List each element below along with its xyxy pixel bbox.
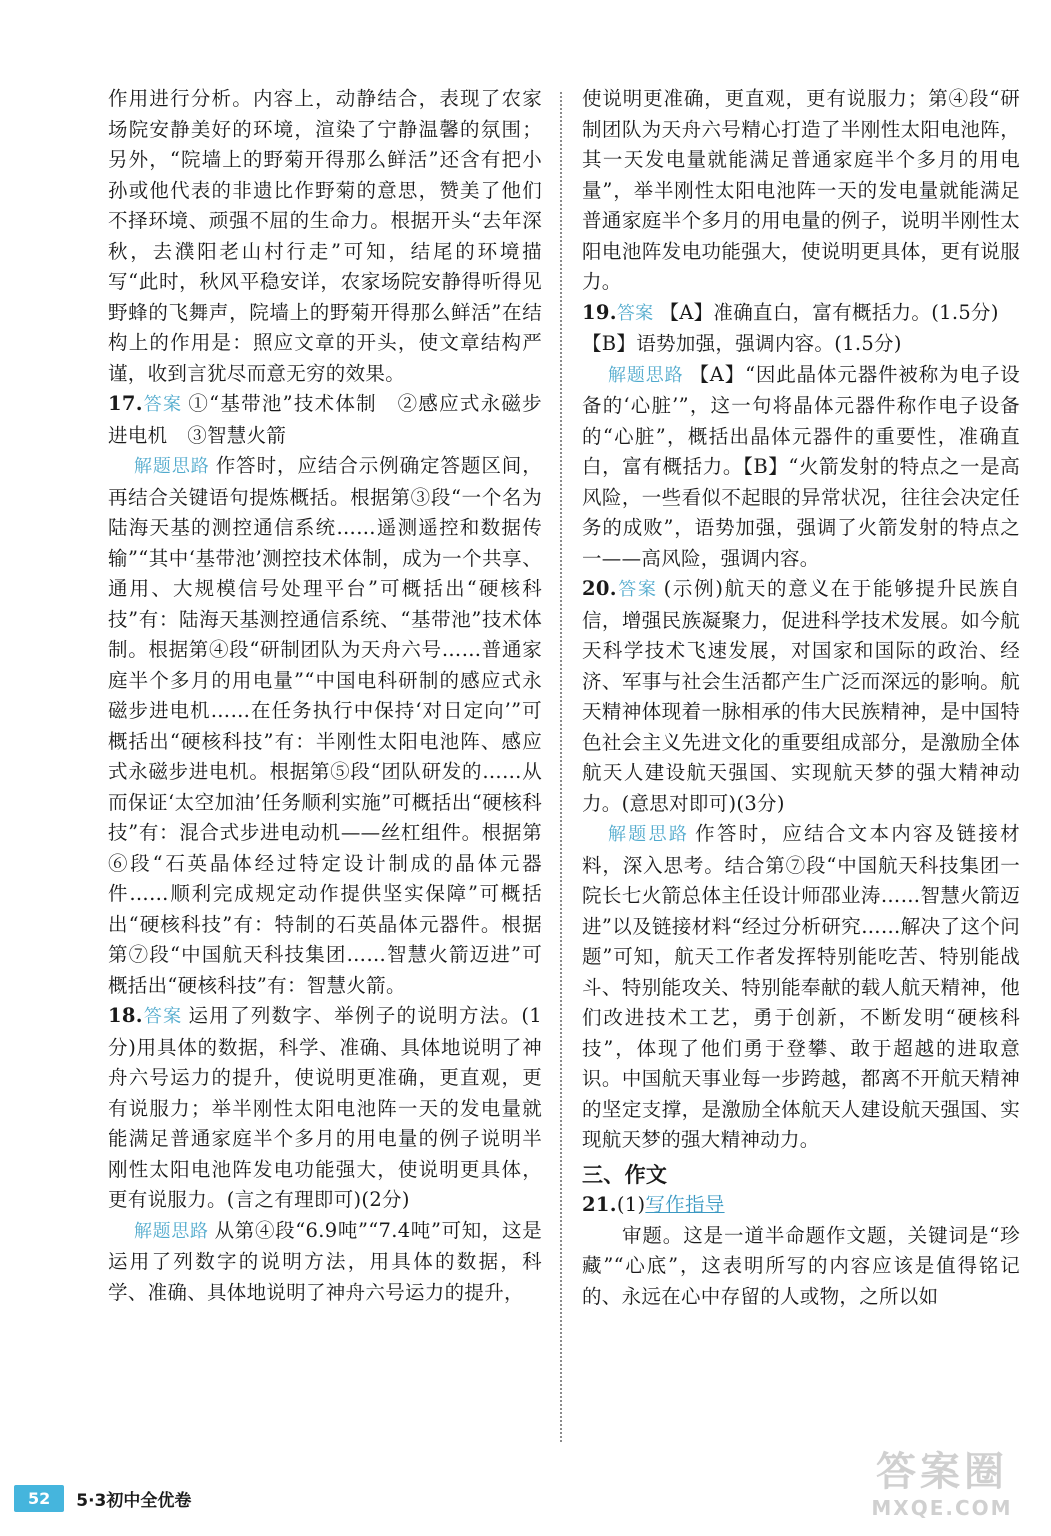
page-number: 52 xyxy=(14,1485,64,1512)
q21-header xyxy=(582,1190,1020,1221)
watermark xyxy=(847,1448,1037,1526)
q19-answer-a: 【A】准确直白，富有概括力。(1.5分) xyxy=(659,300,999,324)
q19-answer xyxy=(582,298,1020,330)
q19-analysis xyxy=(582,360,1020,575)
q17-number: 17. xyxy=(108,392,143,415)
q17-analysis-text: 作答时，应结合示例确定答题区间，再结合关键语句提炼概括。根据第③段“一个名为陆海天基的测控通信系统……遥测遥控和数据传输”“其中‘基带池’测控技术体制，成为一个共享、通用、大规模信号处理平台”可概括出“硬核科技”有：陆海天基测控通信系统、“基带池”技术体制。根据第④段“研制团队为天舟六号……普通家庭半个多月的用电量”“中国电科研制的感应式永磁步进电机……在任务执行中保持‘对日定向’”可概括出“硬核科技”有：半刚性太阳电池阵、感应式永磁步进电机。根据第⑤段“团队研发的……从而保证‘太空加油’任务顺利实施”可概括出“硬核科技”有：混合式步进电动机——丝杠组件。根据第⑥段“石英晶体经过特定设计制成的晶体元器件……顺利完成规定动作提供坚实保障”可概括出“硬核科技”有：特制的石英晶体元器件。根据第⑦段“中国航天科技集团……智慧火箭迈进”可概括出“硬核科技”有：智慧火箭。 xyxy=(108,454,542,997)
answer-tag: 答案 xyxy=(142,1006,183,1027)
q21-part: (1) xyxy=(616,1193,646,1216)
q18-number: 18. xyxy=(108,1004,143,1027)
q18-answer xyxy=(108,1001,542,1216)
page-footer xyxy=(14,1480,191,1516)
q18-continuation: 使说明更准确，更直观，更有说服力；第④段“研制团队为天舟六号精心打造了半刚性太阳电池阵，其一天发电量就能满足普通家庭半个多月的用电量”，举半刚性太阳电池阵一天的发电量就能满足普通家庭半个多月的用电量的例子，说明半刚性太阳电池阵发电功能强大，使说明更具体，更有说服力。 xyxy=(582,87,1020,293)
left-column xyxy=(108,84,542,1308)
q17-answer xyxy=(108,389,542,451)
right-column xyxy=(582,84,1020,1312)
q18-analysis-text: 从第④段“6.9吨”“7.4吨”可知，这是运用了列数字的说明方法，用具体的数据，科学、准确、具体地说明了神舟六号运力的提升， xyxy=(108,1218,542,1304)
answer-tag: 答案 xyxy=(142,394,183,415)
watermark-line1: 答案圈 xyxy=(876,1449,1008,1495)
q18-answer-text: 运用了列数字、举例子的说明方法。(1分)用具体的数据，科学、准确、具体地说明了神舟六号运力的提升，使说明更准确，更直观，更有说服力；举半刚性太阳电池阵一天的发电量就能满足普通家庭半个多月的用电量的例子说明半刚性太阳电池阵发电功能强大，使说明更具体，更有说服力。(言之有理即可)(2分) xyxy=(108,1004,542,1211)
q16-continuation: 作用进行分析。内容上，动静结合，表现了农家场院安静美好的环境，渲染了宁静温馨的氛围；另外，“院墙上的野菊开得那么鲜活”还含有把小孙或他代表的非遗比作野菊的意思，赞美了他们不择环境、顽强不屈的生命力。根据开头“去年深秋，去濮阳老山村行走”可知，结尾的环境描写“此时，秋风平稳安详，农家场院安静得听得见野蜂的飞舞声，院墙上的野菊开得那么鲜活”在结构上的作用是：照应文章的开头，使文章结构严谨，收到言犹尽而意无穷的效果。 xyxy=(108,87,542,385)
writing-guide-label: 写作指导 xyxy=(645,1193,725,1216)
analysis-tag: 解题思路 xyxy=(134,1220,209,1242)
q18-analysis xyxy=(108,1216,542,1309)
q21-number: 21. xyxy=(582,1193,617,1216)
section-title: 三、作文 xyxy=(582,1161,668,1187)
analysis-tag: 解题思路 xyxy=(608,824,690,845)
q19-analysis-text: 【A】“因此晶体元器件被称为电子设备的‘心脏’”，这一句将晶体元器件称作电子设备的“心脏”，概括出晶体元器件的重要性，准确直白，富有概括力。【B】“火箭发射的特点之一是高风险，一些看似不起眼的异常状况，往往会决定任务的成败”，语势加强，强调了火箭发射的特点之一——高风险，强调内容。 xyxy=(582,362,1021,570)
q17-analysis xyxy=(108,451,542,1001)
q19-number: 19. xyxy=(582,300,617,324)
column-divider xyxy=(560,92,562,1442)
q17-answer-text: ①“基带池”技术体制 ②感应式永磁步进电机 ③智慧火箭 xyxy=(108,392,542,447)
q20-number: 20. xyxy=(582,577,617,600)
q20-answer-text: (示例)航天的意义在于能够提升民族自信，增强民族凝聚力，促进科学技术发展。如今航天科学技术飞速发展，对国家和国际的政治、经济、军事与社会生活都产生广泛而深远的影响。航天精神体现着一脉相承的伟大民族精神，是中国特色社会主义先进文化的重要组成部分，是激励全体航天人建设航天强国、实现航天梦的强大精神动力。(意思对即可)(3分) xyxy=(582,577,1020,815)
answer-tag: 答案 xyxy=(616,579,658,600)
q20-answer xyxy=(582,574,1020,819)
watermark-line2: MXQE.COM xyxy=(871,1496,1013,1520)
q19-answer-b: 【B】语势加强，强调内容。(1.5分) xyxy=(582,332,902,355)
q21-text: 审题。这是一道半命题作文题，关键词是“珍藏”“心底”，这表明所写的内容应该是值得铭记的、永远在心中存留的人或物，之所以如 xyxy=(582,1223,1020,1308)
book-title: 5·3初中全优卷 xyxy=(76,1490,192,1511)
q20-analysis-text: 作答时，应结合文本内容及链接材料，深入思考。结合第⑦段“中国航天科技集团一院长七火箭总体主任设计师邵业涛……智慧火箭迈进”以及链接材料“经过分析研究……解决了这个问题”可知，航天工作者发挥特别能吃苦、特别能战斗、特别能攻关、特别能奉献的载人航天精神，他们改进技术工艺，勇于创新，不断发明“硬核科技”，体现了他们勇于登攀、敢于超越的进取意识。中国航天事业每一步跨越，都离不开航天精神的坚定支撑，是激励全体航天人建设航天强国、实现航天梦的强大精神动力。 xyxy=(582,822,1020,1151)
analysis-tag: 解题思路 xyxy=(134,456,210,477)
answer-tag: 答案 xyxy=(616,302,654,324)
analysis-tag: 解题思路 xyxy=(608,364,684,386)
q20-analysis xyxy=(582,819,1020,1156)
